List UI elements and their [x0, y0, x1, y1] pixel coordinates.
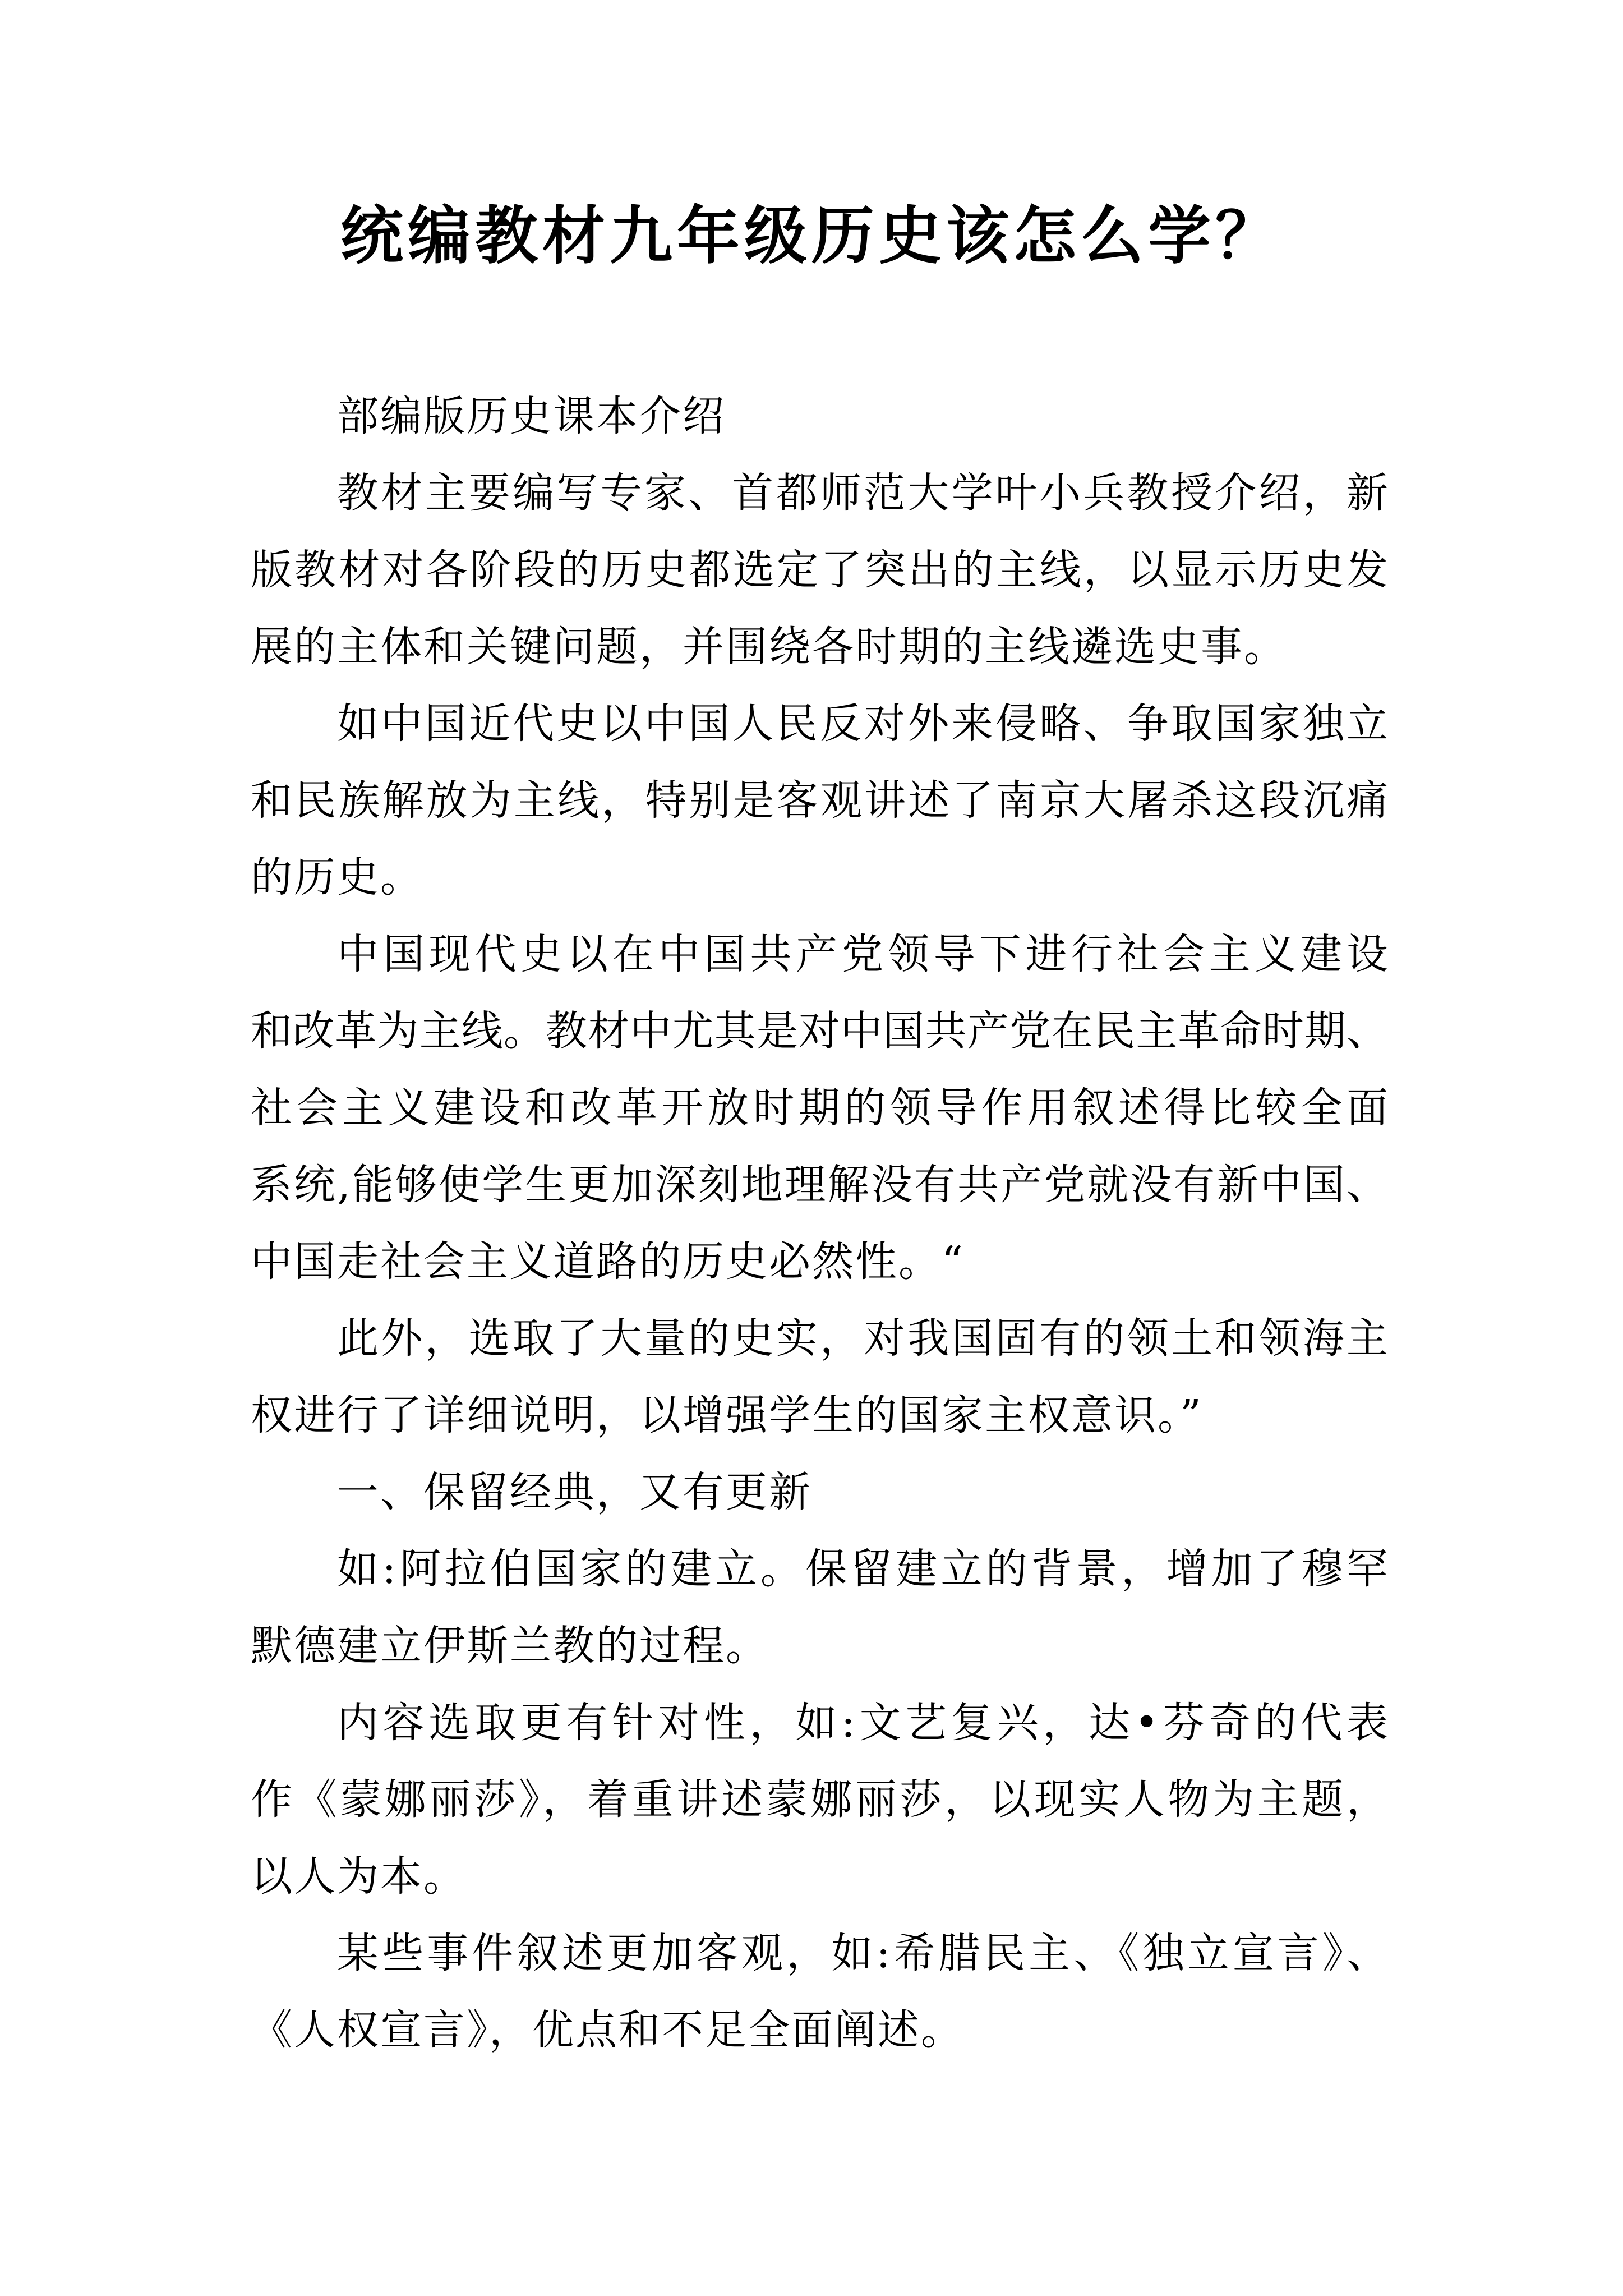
paragraph-line: 系统,能够使学生更加深刻地理解没有共产党就没有新中国、	[251, 1161, 1388, 1209]
paragraph	[251, 1454, 1388, 1531]
paragraph-line: 社会主义建设和改革开放时期的领导作用叙述得比较全面	[251, 1084, 1388, 1132]
paragraph	[251, 916, 1388, 1300]
paragraph-line: 的历史。	[251, 853, 423, 901]
paragraph-line: 中国走社会主义道路的历史必然性。“	[251, 1237, 965, 1286]
paragraph-line: 展的主体和关键问题，并围绕各时期的主线遴选史事。	[251, 623, 1287, 671]
paragraph-line: 如中国近代史以中国人民反对外来侵略、争取国家独立	[337, 700, 1388, 748]
paragraph-line: 和民族解放为主线，特别是客观讲述了南京大屠杀这段沉痛	[251, 776, 1388, 825]
paragraph-line: 部编版历史课本介绍	[337, 392, 726, 440]
paragraph-line: 一、保留经典，又有更新	[337, 1468, 812, 1516]
paragraph	[251, 685, 1388, 916]
paragraph-line: 中国现代史以在中国共产党领导下进行社会主义建设	[337, 930, 1388, 978]
paragraph-line: 教材主要编写专家、首都师范大学叶小兵教授介绍，新	[337, 469, 1388, 517]
paragraph-line: 默德建立伊斯兰教的过程。	[251, 1622, 769, 1670]
page-title: 统编教材九年级历史该怎么学？	[340, 199, 1283, 273]
paragraph-line: 如:阿拉伯国家的建立。保留建立的背景，增加了穆罕	[337, 1545, 1388, 1593]
paragraph	[251, 1915, 1388, 2069]
paragraph-line: 版教材对各阶段的历史都选定了突出的主线，以显示历史发	[251, 546, 1388, 594]
paragraph-line: 作《蒙娜丽莎》，着重讲述蒙娜丽莎，以现实人物为主题，	[251, 1775, 1388, 1824]
paragraph	[251, 1685, 1388, 1915]
paragraph	[251, 378, 1388, 455]
paragraph-line: 权进行了详细说明，以增强学生的国家主权意识。”	[251, 1391, 1203, 1439]
paragraph-line: 内容选取更有针对性，如:文艺复兴，达•芬奇的代表	[337, 1699, 1388, 1747]
paragraph-line: 以人为本。	[251, 1852, 467, 1901]
article-body	[251, 378, 1388, 2069]
paragraph-line: 某些事件叙述更加客观，如:希腊民主、《独立宣言》、	[337, 1929, 1388, 1977]
paragraph	[251, 455, 1388, 685]
paragraph-line: 《人权宣言》，优点和不足全面阐述。	[251, 2006, 964, 2054]
paragraph	[251, 1531, 1388, 1685]
paragraph	[251, 1300, 1388, 1454]
paragraph-line: 和改革为主线。教材中尤其是对中国共产党在民主革命时期、	[251, 1007, 1388, 1055]
paragraph-line: 此外，选取了大量的史实，对我国固有的领土和领海主	[337, 1314, 1388, 1363]
